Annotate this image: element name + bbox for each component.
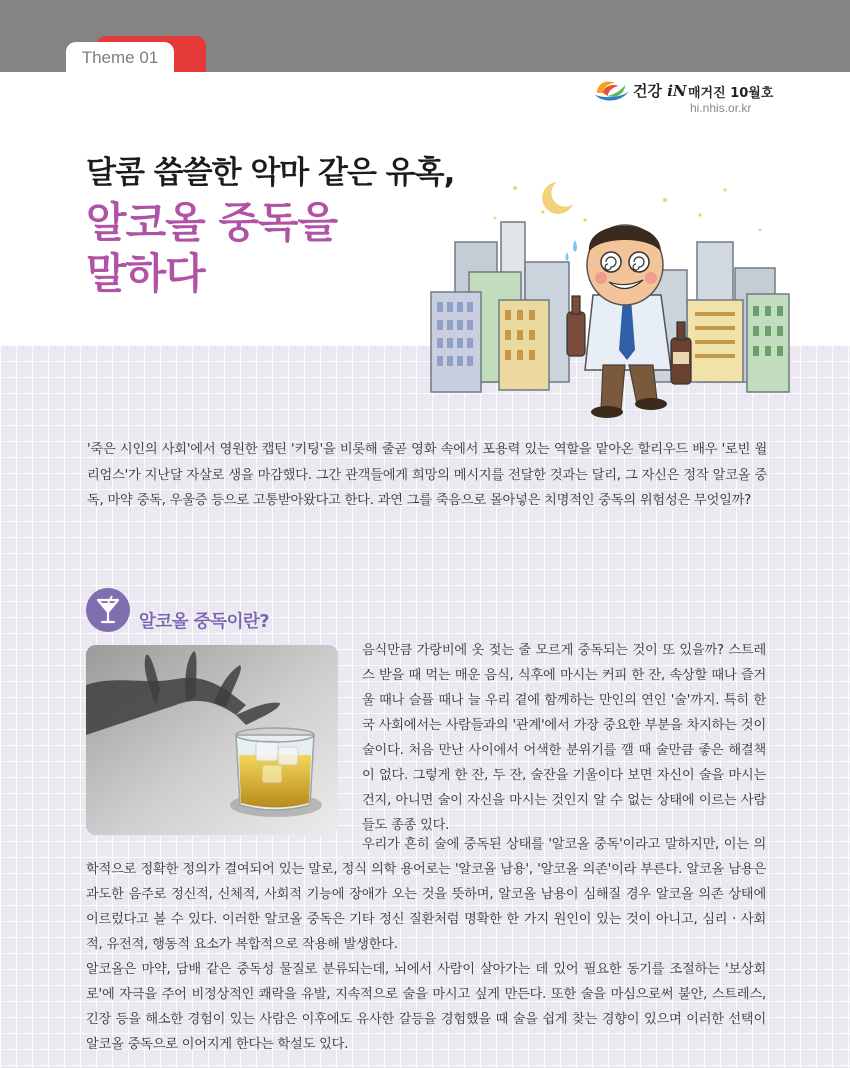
magazine-brand: 건강 iN	[633, 82, 687, 100]
page-title-line3: 말하다	[86, 249, 205, 298]
section-title: 알코올 중독이란?	[139, 612, 270, 632]
intro-paragraph: '죽은 시인의 사회'에서 영원한 캡틴 '키팅'을 비롯해 줄곧 영화 속에서 포용력 있는 역할을 맡아온 할리우드 배우 '로빈 윌리엄스'가 지난달 자살로 생을 마감했다. 그간 관객들에게 희망의 메시지를 전달한 것과는 달리, 그 자신은 정작 알코올 중독, 마약 중독, 우울증 등으로 고통받아왔다고 한다. 과연 그를 죽음으로 몰아넣은 치명적인 중독의 위험성은 무엇일까?	[87, 442, 767, 508]
theme-label: Theme 01	[66, 42, 174, 72]
whiskey-glass-photo	[86, 645, 338, 835]
section-icon-badge	[86, 588, 130, 632]
body-paragraph-a: 음식만큼 가랑비에 옷 젖는 줄 모르게 중독되는 것이 또 있을까? 스트레스 받을 때 먹는 매운 음식, 식후에 마시는 커피 한 잔, 속상할 때나 즐거울 때나 슬플 때나 늘 우리 곁에 함께하는 만인의 연인 '술'까지. 특히 한국 사회에서는 사람들과의 '관계'에서 가장 중요한 부분을 차지하는 것이 술이다. 처음 만난 사이에서 어색한 분위기를 깰 때 술만큼 좋은 해결책이 없다. 그렇게 한 잔, 두 잔, 술잔을 기울이다 보면 자신이 술을 마시는 건지, 아니면 술이 자신을 마시는 것인지 알 수 없는 상태에 이르는 사람들도 종종 있다.	[362, 643, 766, 833]
page-title-line2: 알코올 중독을	[86, 198, 338, 247]
body-paragraph-b: 우리가 흔히 술에 중독된 상태를 '알코올 중독'이라고 말하지만, 이는 의학적으로 정확한 정의가 결여되어 있는 말로, 정식 의학 용어로는 '알코올 남용', '알코올 의존'이라 부른다. 알코올 남용은 과도한 음주로 정신적, 신체적, 사회적 기능에 장애가 오는 것을 뜻하며, 알코올 남용이 심해질 경우 알코올 의존 상태에 이르렀다고 볼 수 있다. 이러한 알코올 중독은 기타 정신 질환처럼 명확한 한 가지 원인이 있는 것이 아니고, 심리 · 사회적, 유전적, 행동적 요소가 복합적으로 작용해 발생한다.	[86, 837, 766, 952]
magazine-logo-icon	[593, 77, 633, 105]
cocktail-glass-icon	[86, 588, 130, 632]
magazine-url: hi.nhis.or.kr	[690, 101, 752, 115]
magazine-issue: 매거진 10월호	[688, 86, 774, 101]
page-title-line1: 달콤 씁쓸한 악마 같은 유혹,	[86, 155, 455, 191]
body-paragraph-c: 알코올은 마약, 담배 같은 중독성 물질로 분류되는데, 뇌에서 사람이 살아가는 데 있어 필요한 동기를 조절하는 '보상회로'에 자극을 주어 비정상적인 쾌락을 유발, 지속적으로 술을 마시고 싶게 만든다. 또한 술을 마심으로써 불안, 스트레스, 긴장 등을 해소한 경험이 있는 사람은 이후에도 유사한 갈등을 경험했을 때 술을 쉽게 찾는 경향이 있으며 이러한 선택이 알코올 중독으로 이어지게 한다는 학설도 있다.	[86, 962, 766, 1052]
drunk-businessman-illustration	[425, 160, 795, 425]
